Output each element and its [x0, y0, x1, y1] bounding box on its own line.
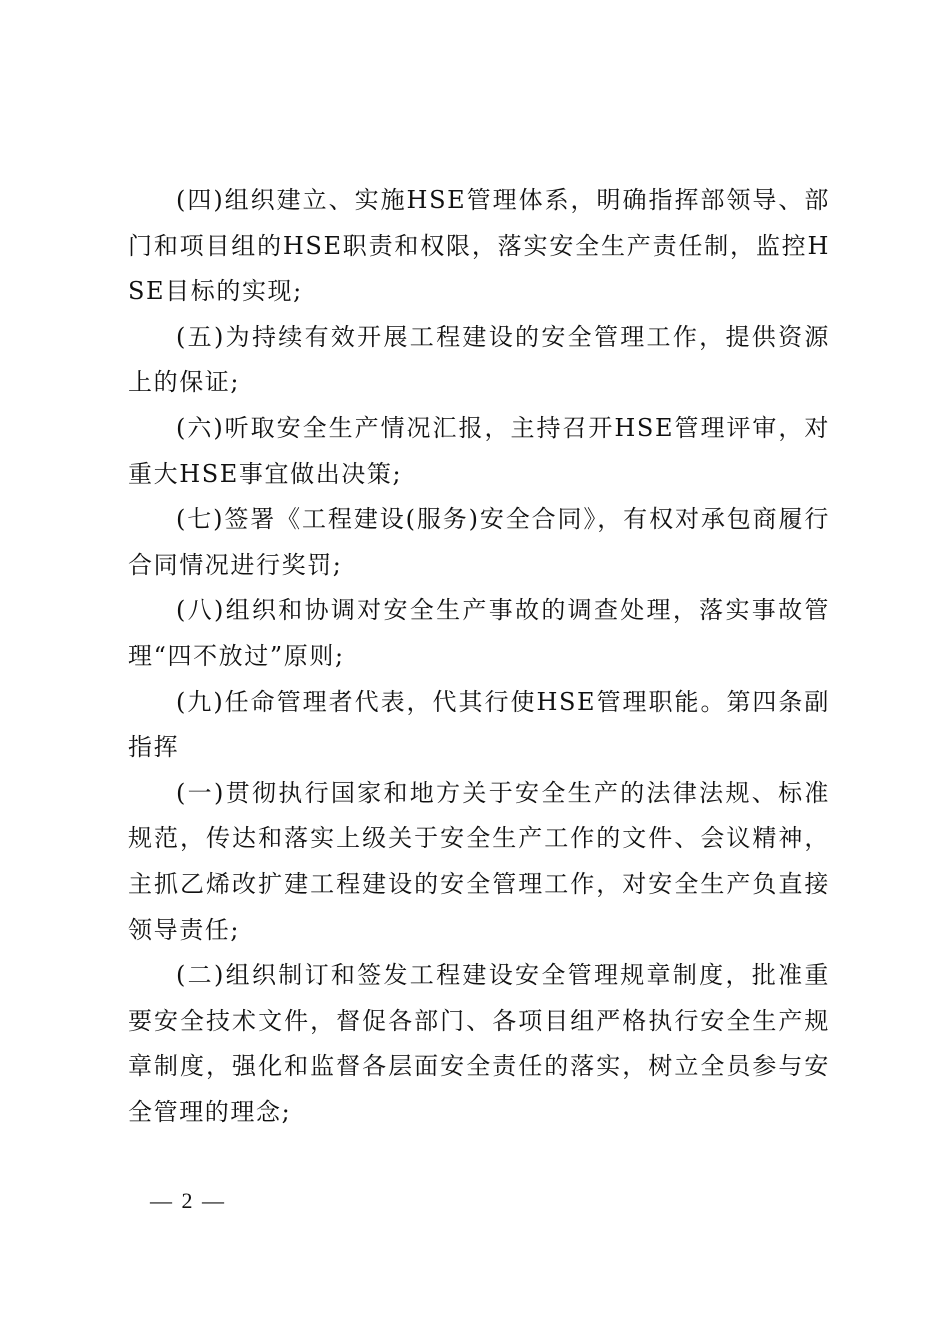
- document-body: [128, 178, 830, 1135]
- paragraph-vice-commander-1: (一)贯彻执行国家和地方关于安全生产的法律法规、标准规范，传达和落实上级关于安全生产工作的文件、会议精神，主抓乙烯改扩建工程建设的安全管理工作，对安全生产负直接领导责任;: [128, 778, 830, 944]
- paragraph-item-4: (四)组织建立、实施HSE管理体系，明确指挥部领导、部门和项目组的HSE职责和权限，落实安全生产责任制，监控HSE目标的实现;: [128, 186, 830, 306]
- paragraph-item-6: (六)听取安全生产情况汇报，主持召开HSE管理评审，对重大HSE事宜做出决策;: [128, 413, 830, 488]
- paragraph-item-8: (八)组织和协调对安全生产事故的调查处理，落实事故管理“四不放过”原则;: [128, 596, 830, 670]
- paragraph-item-5: (五)为持续有效开展工程建设的安全管理工作，提供资源上的保证;: [128, 322, 830, 397]
- paragraph-item-9: (九)任命管理者代表，代其行使HSE管理职能。第四条副指挥: [128, 687, 830, 762]
- paragraph-item-7: (七)签署《工程建设(服务)安全合同》，有权对承包商履行合同情况进行奖罚;: [128, 505, 830, 579]
- paragraph-vice-commander-2: (二)组织制订和签发工程建设安全管理规章制度，批准重要安全技术文件，督促各部门、各项目组严格执行安全生产规章制度，强化和监督各层面安全责任的落实，树立全员参与安全管理的理念;: [128, 961, 830, 1126]
- page-number: — 2 —: [150, 1188, 226, 1213]
